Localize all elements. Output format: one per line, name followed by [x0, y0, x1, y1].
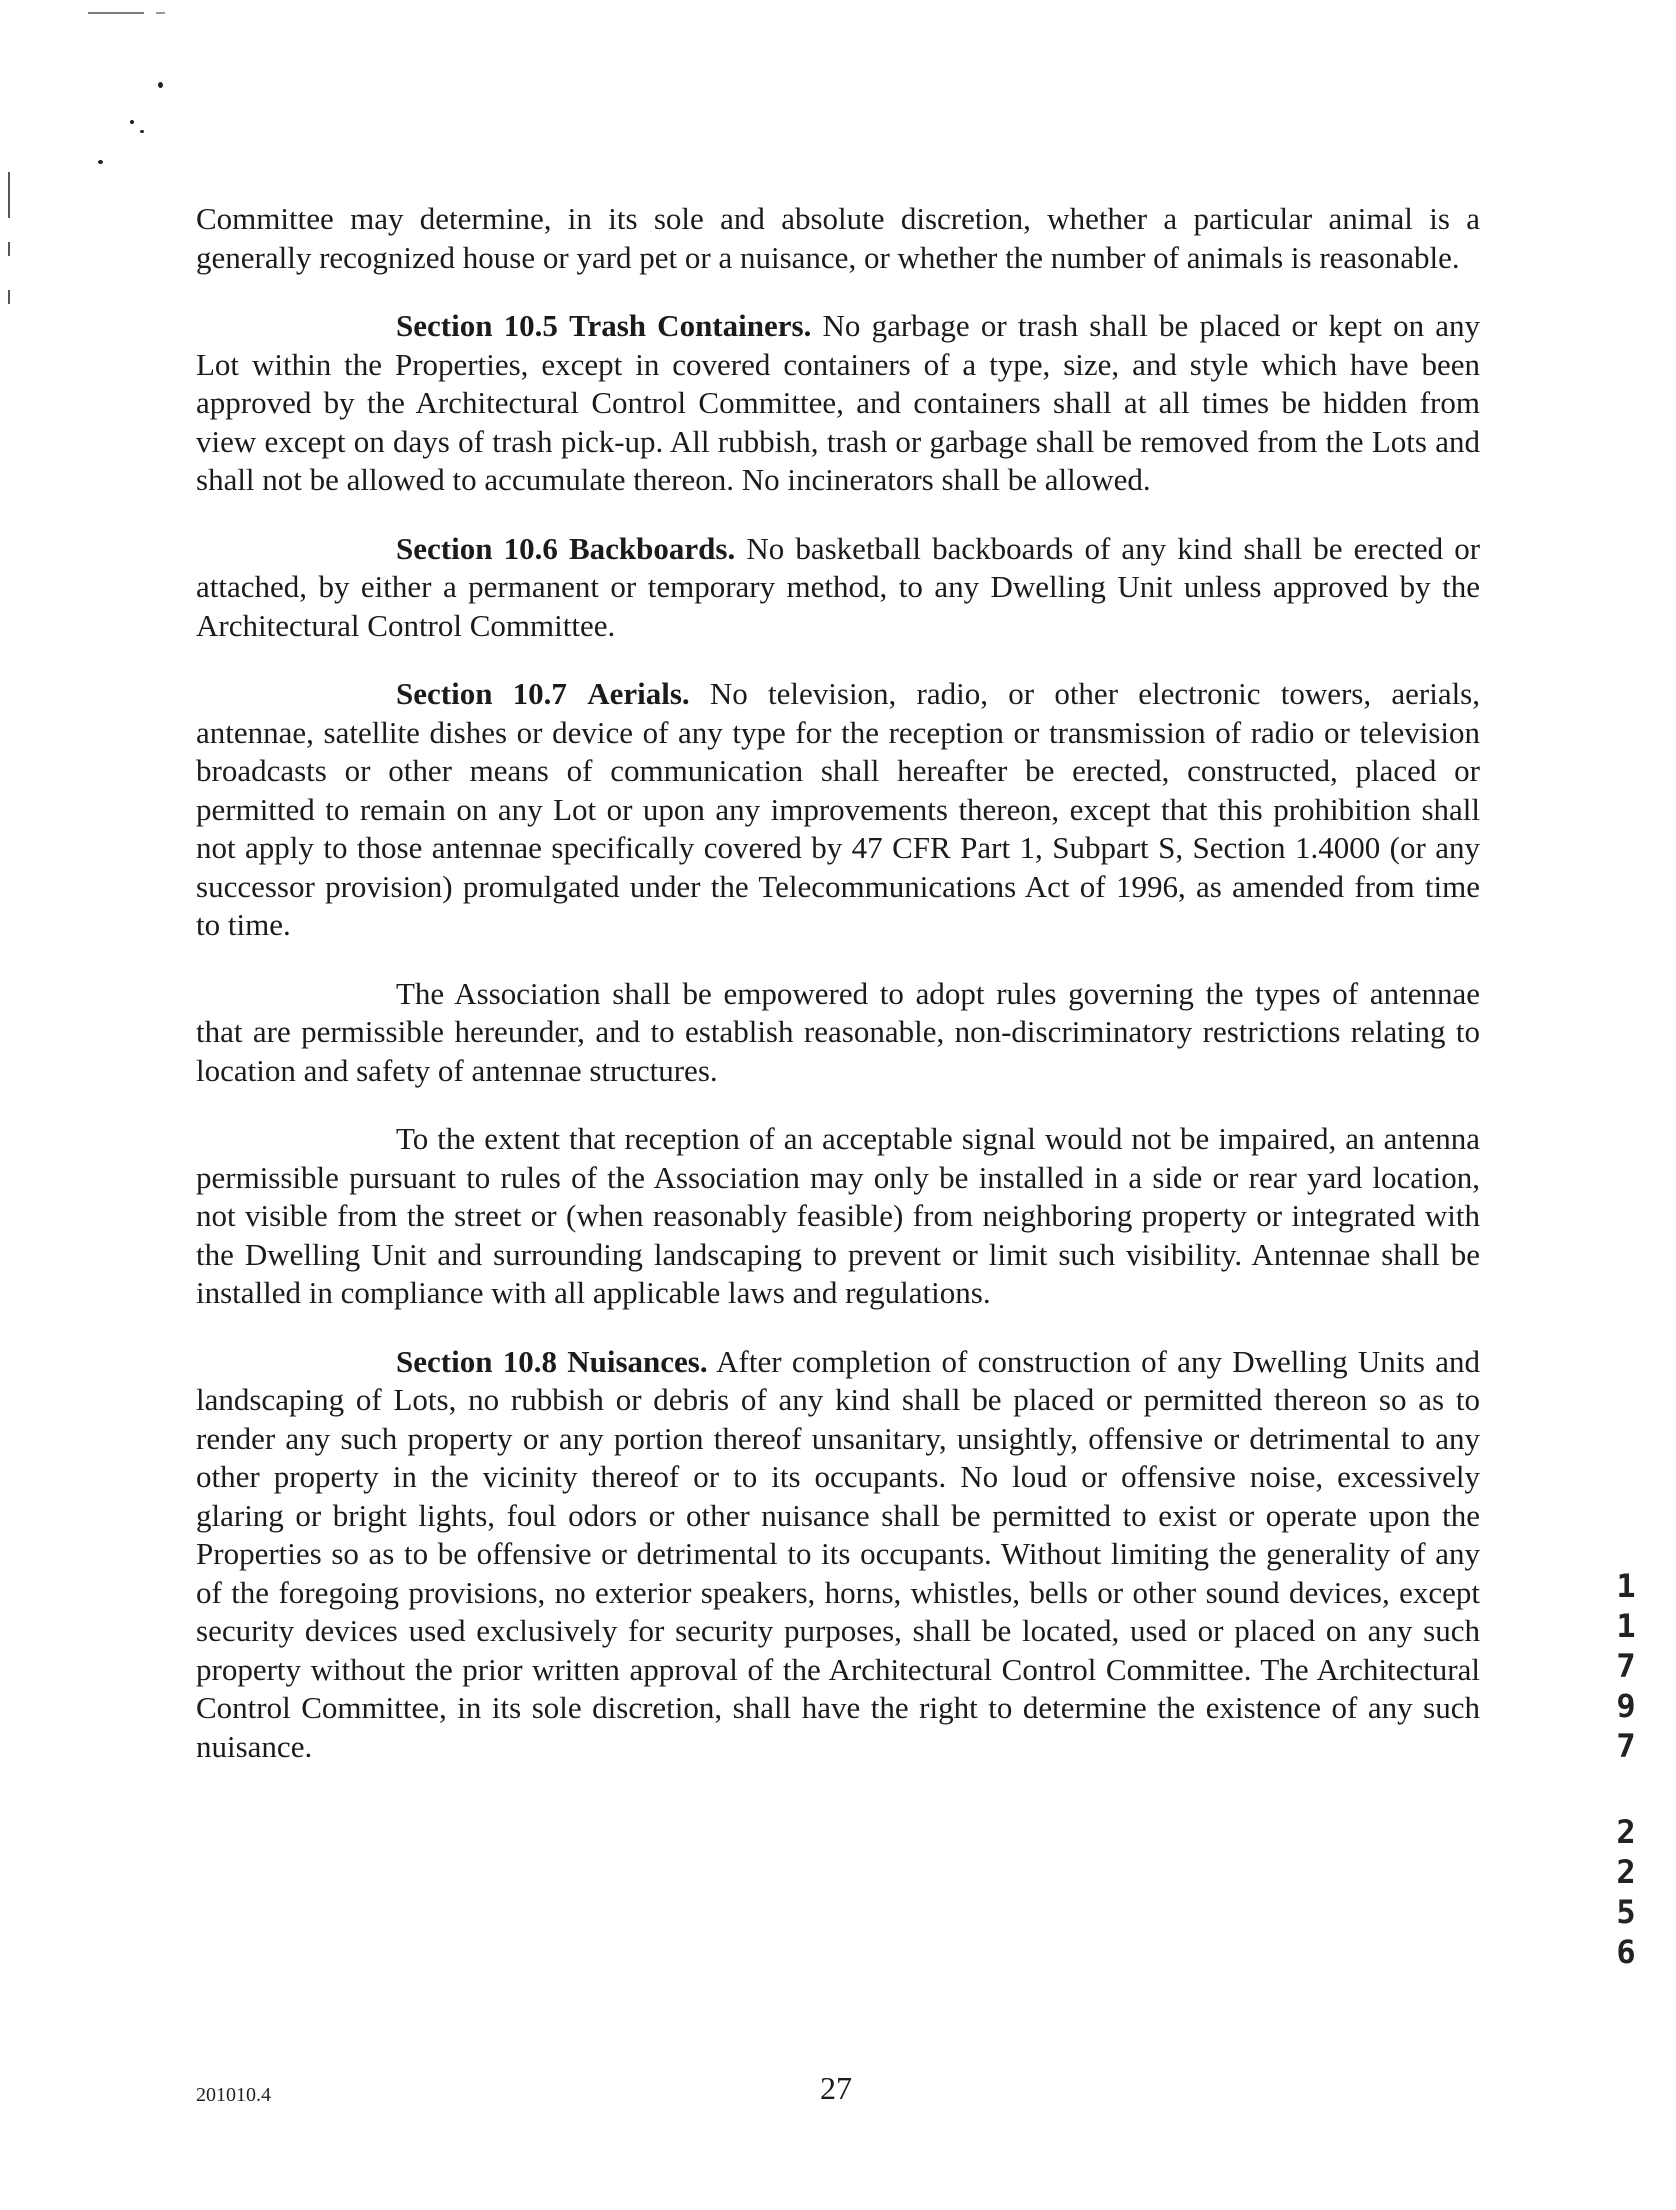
stamp-digit: 7 — [1616, 1727, 1636, 1765]
stamp-digit: 5 — [1616, 1893, 1636, 1931]
scan-speck — [158, 82, 163, 88]
section-title: Aerials. — [587, 676, 690, 711]
section-title: Trash Containers. — [569, 308, 812, 343]
scan-edge-mark — [8, 290, 10, 304]
scan-edge-mark — [8, 242, 10, 256]
section-10-5 — [196, 307, 1480, 500]
stamp-digit: 2 — [1616, 1853, 1636, 1891]
section-text: No garbage or trash shall be placed or kept on any Lot within the Properties, except in covered containers of a type, size, and style which have been approved by the Architectural Control Committee, and containers shall at all times be hidden from view except on days of trash pick-up. All rubbish, trash or garbage shall be removed from the Lots and shall not be allowed to accumulate thereon. No incinerators shall be allowed. — [196, 308, 1481, 497]
stamp-digit: 9 — [1616, 1687, 1636, 1725]
paragraph-antenna-placement — [196, 1120, 1480, 1313]
page-number: 27 — [820, 2070, 852, 2106]
stamp-digit: 7 — [1616, 1647, 1636, 1685]
document-id: 201010.4 — [196, 2084, 271, 2106]
section-10-8 — [196, 1343, 1480, 1767]
section-label: Section 10.5 — [396, 308, 558, 343]
stamp-gap — [1606, 1766, 1646, 1812]
scan-speck — [98, 160, 103, 164]
stamp-digit: 6 — [1616, 1933, 1636, 1971]
scan-speck — [140, 130, 144, 133]
recording-stamp-number — [1606, 1566, 1646, 1972]
paragraph-association-rules — [196, 975, 1480, 1091]
paragraph-text: The Association shall be empowered to adopt rules governing the types of antennae that are permissible hereunder, and to establish reasonable, non-discriminatory restrictions relating to location and safety of antennae structures. — [196, 975, 1480, 1088]
section-10-7 — [196, 675, 1480, 945]
section-label: Section 10.6 — [396, 530, 558, 566]
document-body — [196, 200, 1480, 1796]
stamp-digit: 1 — [1616, 1567, 1636, 1605]
stamp-digit: 2 — [1616, 1813, 1636, 1851]
paragraph-text: To the extent that reception of an acceptable signal would not be impaired, an antenna permissible pursuant to rules of the Association may only be installed in a side or rear yard location, not visible from the street or (when reasonably feasible) from neighboring property or integrated with the Dwelling Unit and surrounding landscaping to prevent or limit such visibility. Antennae shall be installed in compliance with all applicable laws and regulations. — [196, 1121, 1480, 1310]
section-title: Nuisances. — [567, 1343, 708, 1379]
section-label: Section 10.7 — [396, 676, 567, 711]
section-title: Backboards. — [568, 530, 736, 566]
section-text: After completion of construction of any Dwelling Units and landscaping of Lots, no rubbish or debris of any kind shall be placed or permitted thereon so as to render any such property or any portion thereof unsanitary, unsightly, offensive or detrimental to any other property in the vicinity thereof or to its occupants. No loud or offensive noise, excessively glaring or bright lights, foul odors or other nuisance shall be permitted to exist or operate upon the Properties so as to be offensive or detrimental to its occupants. Without limiting the generality of any of the foregoing provisions, no exterior speakers, horns, whistles, bells or other sound devices, except security devices used exclusively for security purposes, shall be located, used or placed on any such property without the prior written approval of the Architectural Control Committee. The Architectural Control Committee, in its sole discretion, shall have the right to determine the existence of any such nuisance. — [196, 1343, 1481, 1764]
scan-artifact-line — [88, 12, 144, 14]
section-text: No basketball backboards of any kind shall be erected or attached, by either a permanent or temporary method, to any Dwelling Unit unless approved by the Architectural Control Committee. — [196, 530, 1481, 643]
section-text: No television, radio, or other electronic towers, aerials, antennae, satellite dishes or device of any type for the reception or transmission of radio or television broadcasts or other means of communication shall hereafter be erected, constructed, placed or permitted to remain on any Lot or upon any improvements thereon, except that this prohibition shall not apply to those antennae specifically covered by 47 CFR Part 1, Subpart S, Section 1.4000 (or any successor provision) promulgated under the Telecommunications Act of 1996, as amended from time to time. — [196, 676, 1481, 942]
scan-edge-mark — [8, 172, 10, 218]
paragraph-pet-nuisance — [196, 200, 1480, 277]
section-label: Section 10.8 — [396, 1343, 557, 1379]
scan-artifact-dash — [156, 12, 165, 14]
scan-speck — [130, 120, 134, 124]
stamp-digit: 1 — [1616, 1607, 1636, 1645]
paragraph-text: Committee may determine, in its sole and absolute discretion, whether a particular animal is a generally recognized house or yard pet or a nuisance, or whether the number of animals is reasonable. — [196, 201, 1480, 275]
section-10-6 — [196, 530, 1480, 646]
